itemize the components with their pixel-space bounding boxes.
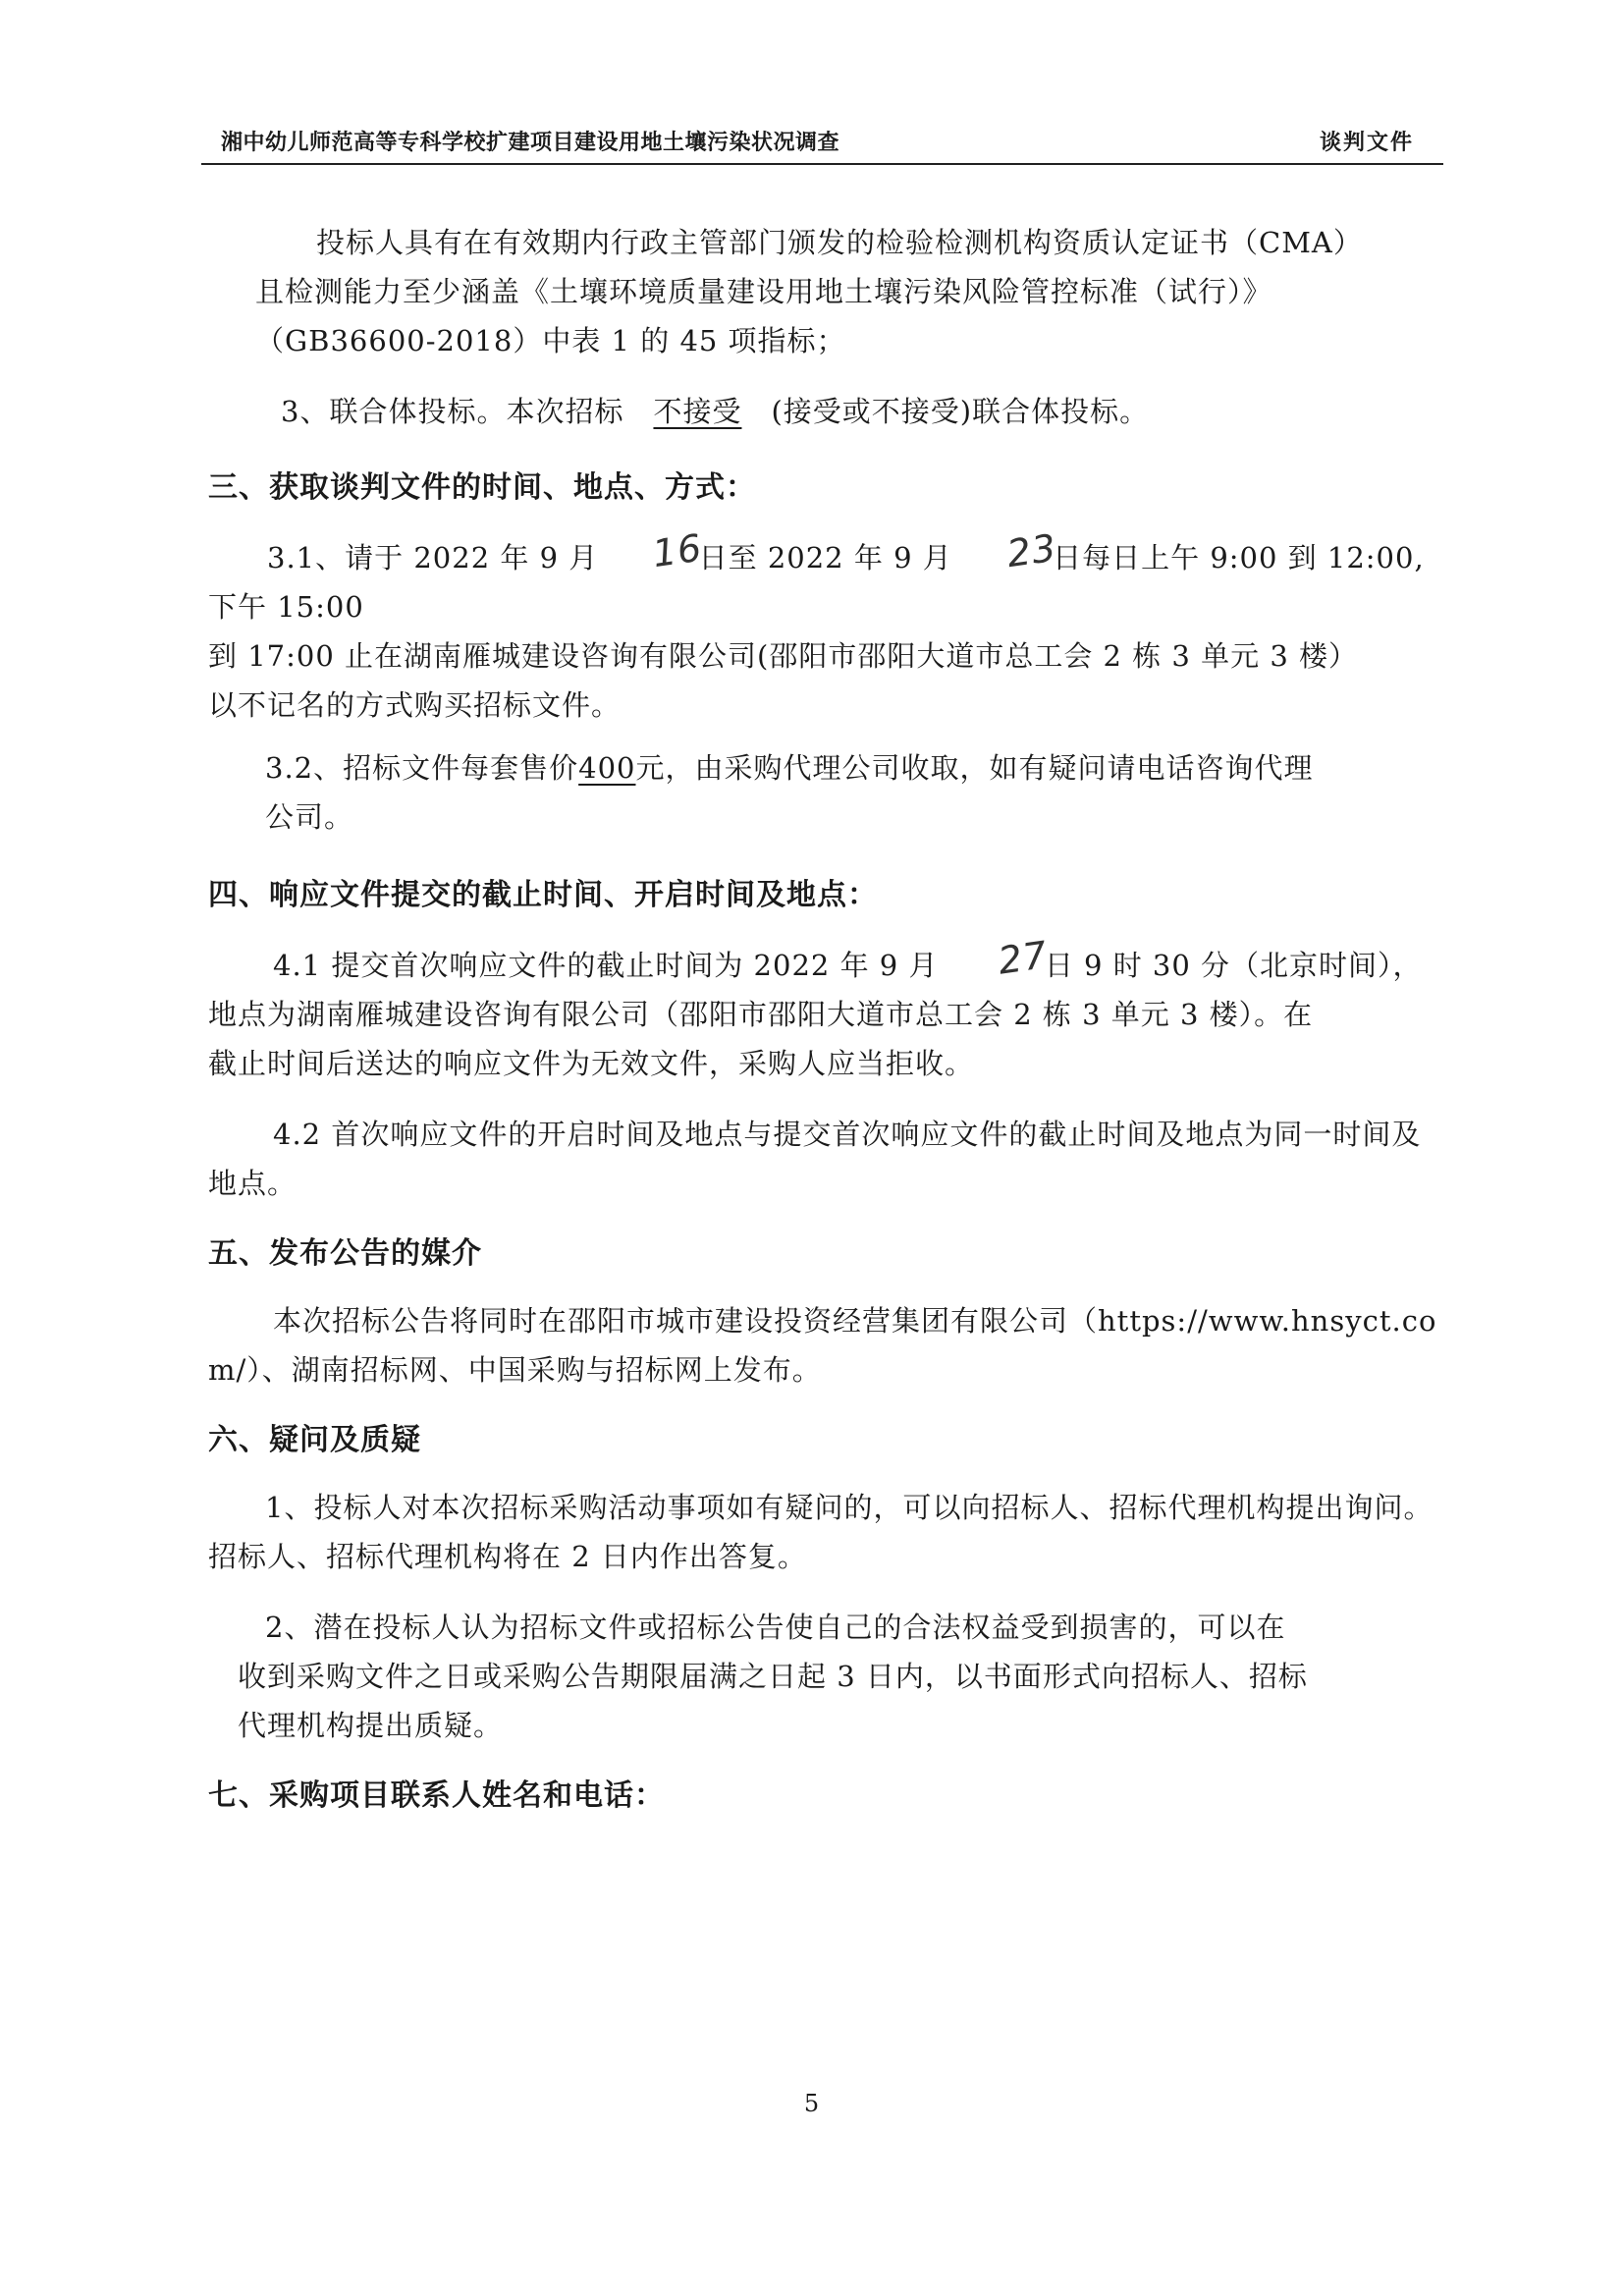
consortium-text-a: 3、联合体投标。本次招标 [281,395,624,428]
section-3-2-line-1: 3.2、招标文件每套售价400元，由采购代理公司收取，如有疑问请电话咨询代理 [265,751,1314,785]
handwritten-deadline-day: 27 [996,933,1052,983]
section-4-1-line-1: 4.1 提交首次响应文件的截止时间为 2022 年 9 月 27日 9 时 30 分（北京时间）， [208,938,1447,990]
section-3-heading: 三、获取谈判文件的时间、地点、方式： [208,470,756,505]
price-value: 400 [578,751,636,785]
section-3-1-line-2: 到 17:00 止在湖南雁城建设咨询有限公司(邵阳市邵阳大道市总工会 2 栋 3 单元 3 楼） [208,639,1358,673]
handwritten-start-day: 16 [650,525,706,576]
consortium-text-b: (接受或不接受)联合体投标。 [771,395,1150,428]
section-6-2-paragraph [208,1603,1447,1750]
consortium-value: 不接受 [653,395,742,428]
header-doc-type: 谈判文件 [1319,130,1414,155]
section-6-heading: 六、疑问及质疑 [208,1423,421,1457]
consortium-paragraph [208,387,1447,436]
section-3-2-line-2: 公司。 [265,800,354,834]
section-4-1-line-3: 截止时间后送达的响应文件为无效文件，采购人应当拒收。 [208,1047,975,1080]
section-6-2-line-1: 2、潜在投标人认为招标文件或招标公告使自己的合法权益受到损害的，可以在 [265,1611,1286,1644]
document-body [208,218,1447,1838]
section-4-2-paragraph: 4.2 首次响应文件的开启时间及地点与提交首次响应文件的截止时间及地点为同一时间及地点。 [208,1118,1422,1200]
header-project-title: 湘中幼儿师范高等专科学校扩建项目建设用地土壤污染状况调查 [221,130,840,155]
section-4-1-paragraph [208,933,1447,1088]
handwritten-end-day: 23 [1003,525,1059,576]
section-3-1-paragraph [208,525,1447,730]
section-3-1-line-3: 以不记名的方式购买招标文件。 [208,688,622,722]
page-number: 5 [803,2090,820,2117]
section-4-1-line-2: 地点为湖南雁城建设咨询有限公司（邵阳市邵阳大道市总工会 2 栋 3 单元 3 楼）。在 [208,998,1314,1031]
page-header [201,116,1443,165]
qualification-paragraph [208,218,1447,365]
section-3-1-line-1: 3.1、请于 2022 年 9 月 16日至 2022 年 9 月 23日每日上午 9:00 到 12:00,下午 15:00 [208,530,1447,631]
section-5-paragraph: 本次招标公告将同时在邵阳市城市建设投资经营集团有限公司（https://www.hnsyct.com/）、湖南招标网、中国采购与招标网上发布。 [208,1304,1437,1387]
section-6-2-line-3: 代理机构提出质疑。 [238,1709,504,1742]
section-7-heading: 七、采购项目联系人姓名和电话： [208,1778,665,1813]
section-4-heading: 四、响应文件提交的截止时间、开启时间及地点： [208,878,878,912]
section-6-1-paragraph: 1、投标人对本次招标采购活动事项如有疑问的，可以向招标人、招标代理机构提出询问。招标人、招标代理机构将在 2 日内作出答复。 [208,1491,1434,1573]
section-6-2-line-2: 收到采购文件之日或采购公告期限届满之日起 3 日内，以书面形式向招标人、招标 [238,1660,1308,1693]
section-3-2-paragraph [208,743,1447,842]
qualification-line-3: （GB36600-2018）中表 1 的 45 项指标； [255,324,846,357]
section-5-heading: 五、发布公告的媒介 [208,1236,482,1271]
qualification-line-2: 且检测能力至少涵盖《土壤环境质量建设用地土壤污染风险管控标准（试行）》 [255,275,1272,308]
qualification-line-1: 投标人具有在有效期内行政主管部门颁发的检验检测机构资质认定证书（CMA） [316,226,1363,259]
